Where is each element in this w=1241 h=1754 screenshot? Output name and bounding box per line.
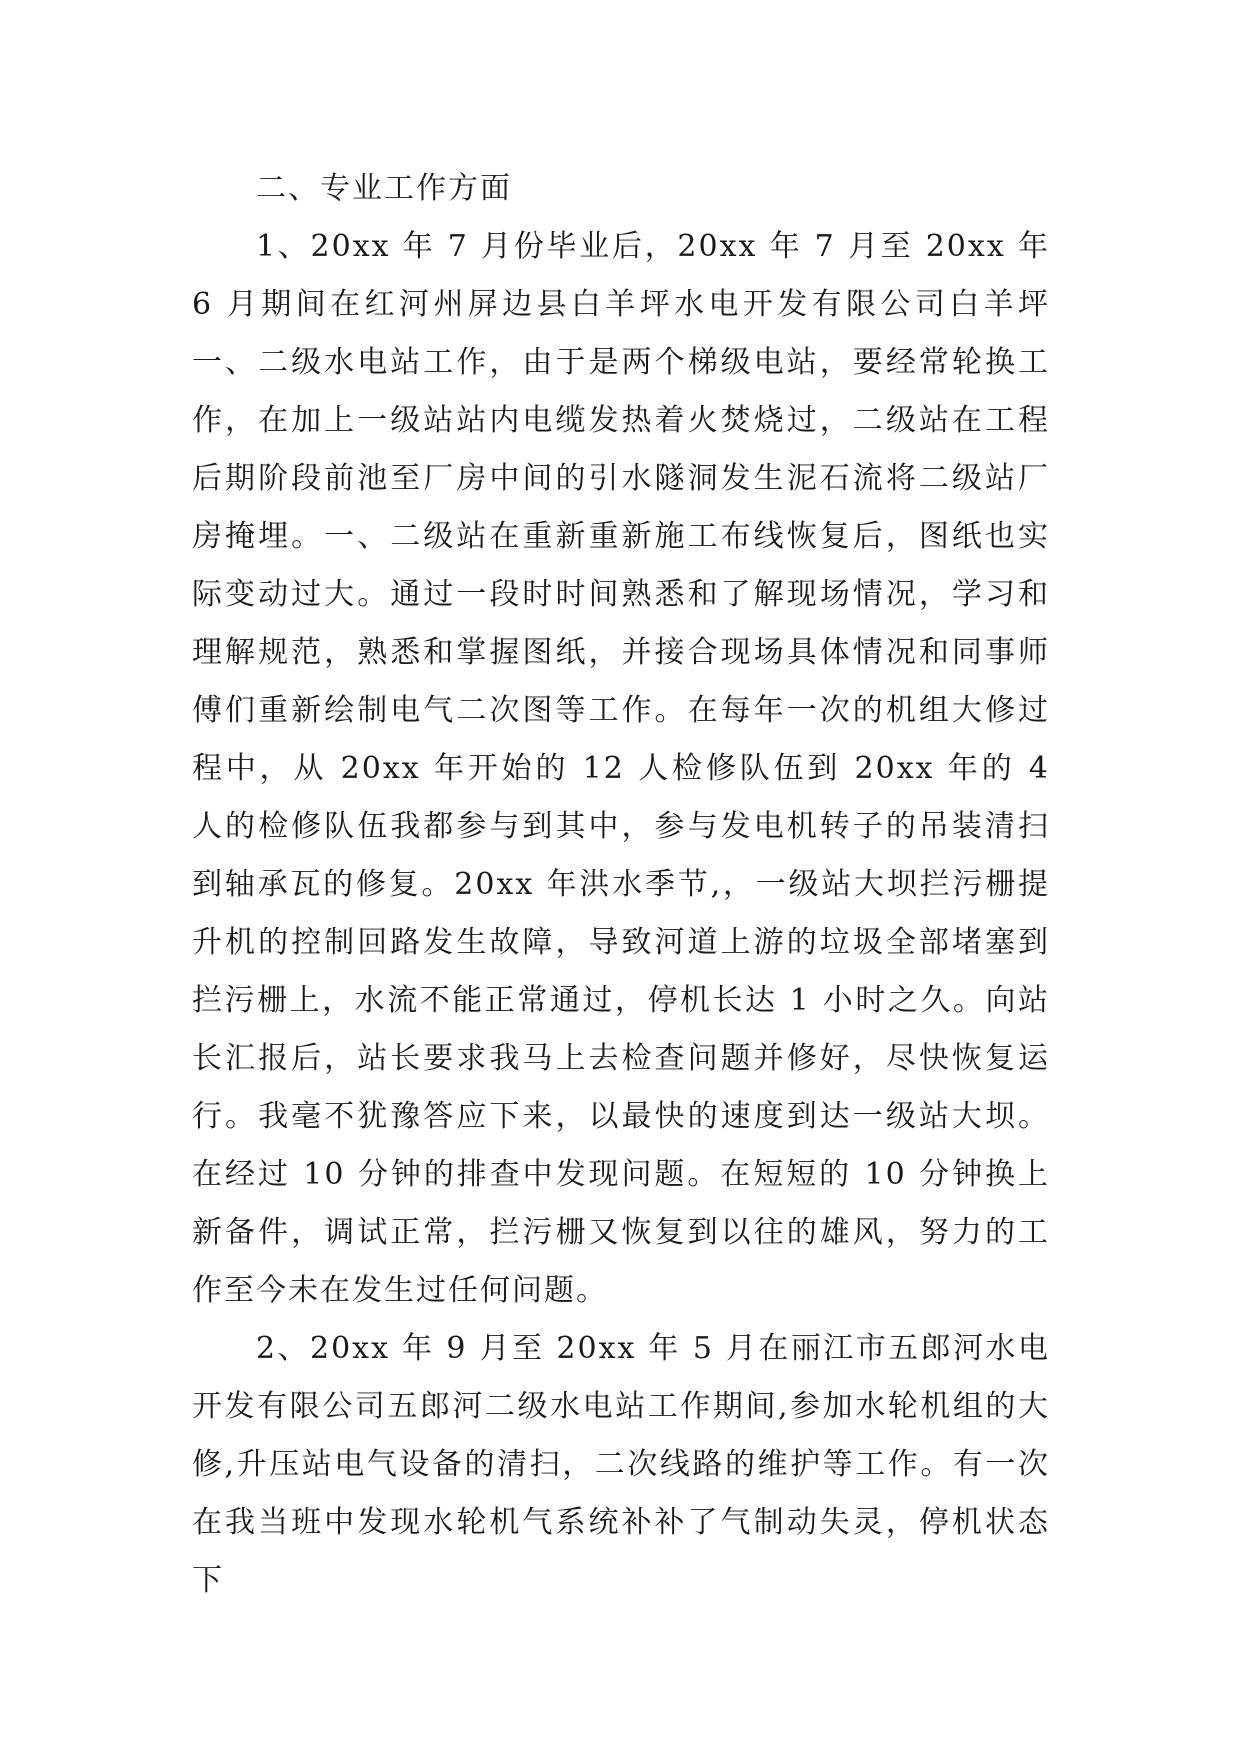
paragraph-2: 2、20xx 年 9 月至 20xx 年 5 月在丽江市五郎河水电开发有限公司五郎河二级水电站工作期间,参加水轮机组的大修,升压站电气设备的清扫，二次线路的维护等工作。有一次在我当班中发现水轮机气系统补补了气制动失灵，停机状态下 bbox=[192, 1331, 1050, 1598]
section-heading: 二、专业工作方面 bbox=[256, 171, 512, 206]
paragraph-1: 1、20xx 年 7 月份毕业后，20xx 年 7 月至 20xx 年 6 月期间在红河州屏边县白羊坪水电开发有限公司白羊坪一、二级水电站工作，由于是两个梯级电站，要经常轮换工作，在加上一级站站内电缆发热着火焚烧过，二级站在工程后期阶段前池至厂房中间的引水隧洞发生泥石流将二级站厂房掩埋。一、二级站在重新重新施工布线恢复后，图纸也实际变动过大。通过一段时时间熟悉和了解现场情况，学习和理解规范，熟悉和掌握图纸，并接合现场具体情况和同事师傅们重新绘制电气二次图等工作。在每年一次的机组大修过程中，从 20xx 年开始的 12 人检修队伍到 20xx 年的 4 人的检修队伍我都参与到其中，参与发电机转子的吊装清扫到轴承瓦的修复。20xx 年洪水季节,，一级站大坝拦污栅提升机的控制回路发生故障，导致河道上游的垃圾全部堵塞到拦污栅上，水流不能正常通过，停机长达 1 小时之久。向站长汇报后，站长要求我马上去检查问题并修好，尽快恢复运行。我毫不犹豫答应下来，以最快的速度到达一级站大坝。在经过 10 分钟的排查中发现问题。在短短的 10 分钟换上新备件，调试正常，拦污栅又恢复到以往的雄风，努力的工作至今未在发生过任何问题。 bbox=[192, 229, 1050, 1308]
document-body bbox=[192, 160, 1050, 1610]
